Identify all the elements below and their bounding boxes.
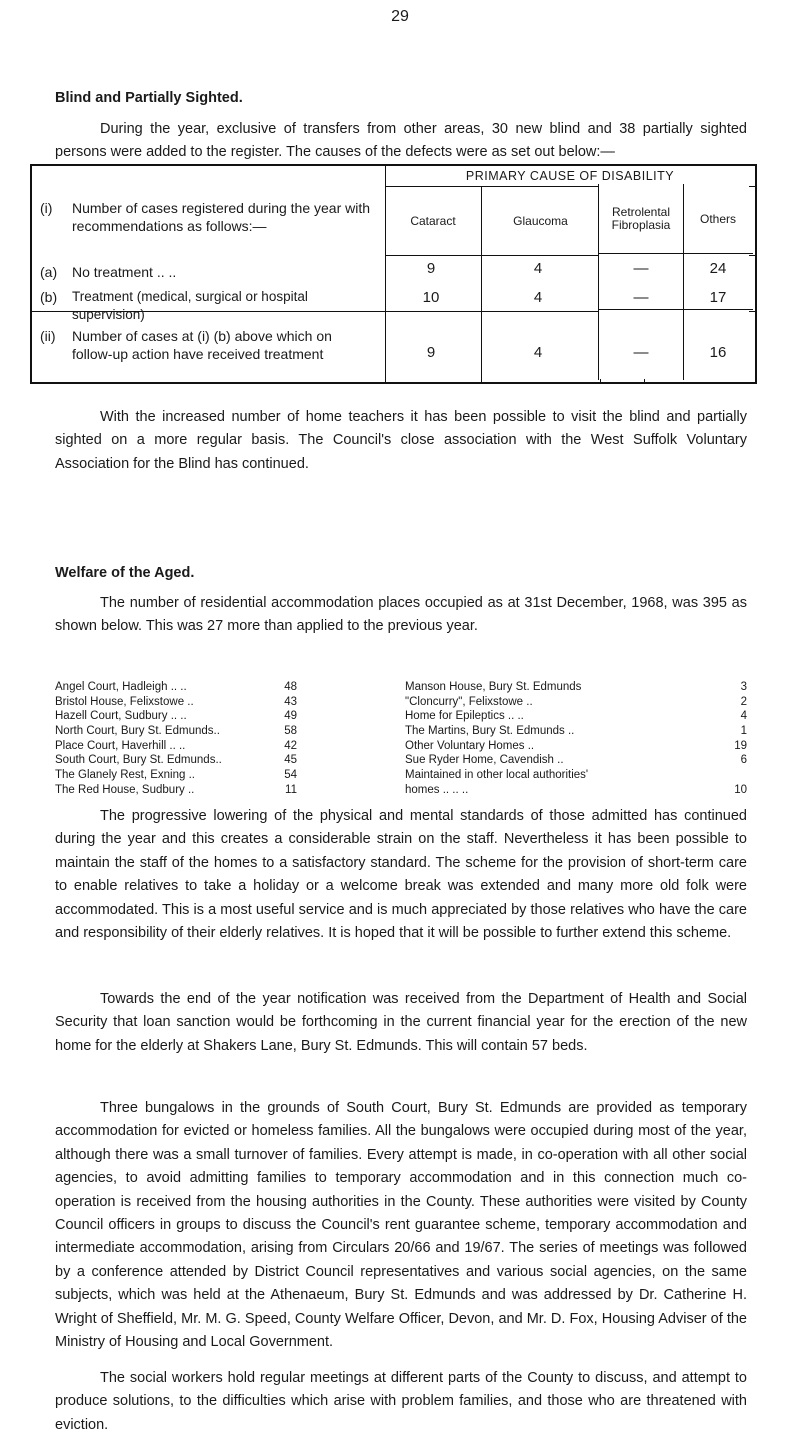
cell-b-cataract: 10 [422, 289, 440, 306]
homes-list-left [55, 680, 303, 798]
disability-columns [30, 164, 757, 384]
list-item: Hazell Court, Sudbury .. .. 49 [55, 710, 297, 723]
paragraph-bungalows: Three bungalows in the grounds of South Court, Bury St. Edmunds are provided as temporary accommodation for evicted or homeless families. All the bungalows were occupied during most of the year, although there was a small turnover of families. Every attempt is made, in co-operation with all other social agencies, to avoid admitting families to temporary accommodation and in this connection much co-operation is received from the housing authorities in the County. These authorities were visited by County Council officers in groups to discuss the Council's rent guarantee scheme, temporary accommodation and intermediate accommodation, arising from Circulars 20/66 and 19/67. The series of meetings was followed by a conference attended by District Council representatives and various social agencies, on the same subjects, which was held at the Athenaeum, Bury St. Edmunds and was addressed by Dr. Catherine H. Wright of Sheffield, Mr. M. G. Speed, County Welfare Officer, Devon, and Mr. D. Fox, Housing Adviser of the Ministry of Housing and Local Government. [55, 1100, 747, 1351]
cell-a-glaucoma: 4 [533, 260, 543, 277]
list-item: homes .. .. .. 10 [405, 783, 747, 796]
column-header-others: Others [699, 212, 736, 226]
list-item: Bristol House, Felixstowe .. 43 [55, 695, 297, 708]
column-header-cataract: Cataract [410, 214, 456, 228]
homes-list-right [405, 680, 747, 798]
list-item: Manson House, Bury St. Edmunds 3 [405, 681, 747, 693]
cell-ii-retrolental: — [633, 344, 649, 361]
cell-ii-cataract: 9 [426, 344, 436, 361]
list-item: Maintained in other local authorities' [405, 769, 589, 782]
blind-intro-paragraph: During the year, exclusive of transfers from other areas, 30 new blind and 38 partially sighted persons were added to the register. The causes of the defects were as set out below:— [55, 121, 747, 161]
list-item: The Glanely Rest, Exning .. 54 [55, 769, 297, 782]
list-item: The Red House, Sudbury .. 11 [55, 783, 297, 796]
cell-a-others: 24 [709, 260, 727, 277]
cell-b-others: 17 [709, 289, 727, 306]
row-ii-text: Number of cases at (i) (b) above which on follow-up action have received treatment [72, 328, 332, 362]
list-item: Home for Epileptics .. .. 4 [405, 710, 747, 723]
list-item: Other Voluntary Homes .. 19 [405, 739, 747, 752]
cell-a-cataract: 9 [426, 260, 436, 277]
group-header: PRIMARY CAUSE OF DISABILITY [465, 169, 675, 183]
section-heading-aged: Welfare of the Aged. [55, 565, 195, 581]
row-b-label: (b) [40, 289, 58, 305]
list-item: South Court, Bury St. Edmunds.. 45 [55, 754, 297, 767]
column-header-retrolental: Retrolental Fibroplasia [611, 205, 671, 232]
row-a-text: No treatment .. .. [72, 264, 177, 280]
section-heading-blind: Blind and Partially Sighted. [55, 90, 243, 106]
row-ii-label: (ii) [40, 328, 56, 344]
row-a-label: (a) [40, 264, 58, 280]
column-header-glaucoma: Glaucoma [513, 214, 568, 228]
list-item: Sue Ryder Home, Cavendish .. 6 [405, 754, 747, 767]
list-item: The Martins, Bury St. Edmunds .. 1 [405, 725, 747, 738]
cell-b-retrolental: — [633, 289, 649, 306]
paragraph-new-home: Towards the end of the year notification was received from the Department of Health and Social Security that loan sanction would be forthcoming in the current financial year for the erection of the new home for the elderly at Shakers Lane, Bury St. Edmunds. This will contain 57 beds. [55, 991, 747, 1054]
cell-b-glaucoma: 4 [533, 289, 543, 306]
list-item: Angel Court, Hadleigh .. .. 48 [55, 681, 297, 693]
cell-ii-others: 16 [709, 344, 727, 361]
row-i-label: (i) [40, 200, 53, 216]
cell-a-retrolental: — [633, 260, 649, 277]
cell-ii-glaucoma: 4 [533, 344, 543, 361]
row-i-text: Number of cases registered during the year with recommendations as follows:— [72, 200, 371, 234]
blind-followup-paragraph: With the increased number of home teachers it has been possible to visit the blind and partially sighted on a more regular basis. The Council's close association with the West Suffolk Voluntary Association for the Blind has continued. [55, 409, 747, 472]
row-b-text: Treatment (medical, surgical or hospital supervision) [72, 289, 308, 322]
paragraph-social-workers: The social workers hold regular meetings at different parts of the County to discuss, and attempt to produce solutions, to the difficulties which arise with problem families, and those who are threatened with eviction. [55, 1370, 747, 1433]
aged-intro-paragraph: The number of residential accommodation places occupied as at 31st December, 1968, was 395 as shown below. This was 27 more than applied to the previous year. [55, 595, 747, 635]
list-item: North Court, Bury St. Edmunds.. 58 [55, 725, 297, 738]
page-number: 29 [391, 8, 409, 25]
list-item: Place Court, Haverhill .. .. 42 [55, 739, 297, 752]
paragraph-standards: The progressive lowering of the physical and mental standards of those admitted has continued during the year and this creates a considerable strain on the staff. Nevertheless it has been possible to maintain the staff of the homes to a satisfactory standard. The scheme for the provision of short-term care to enable relatives to take a holiday or a welcome break was extended and many more old folk were accommodated. This is a most useful service and is much appreciated by those relatives who have the care and responsibility of their elderly relatives. It is hoped that it will be possible to further extend this scheme. [55, 808, 747, 942]
list-item: "Cloncurry", Felixstowe .. 2 [405, 695, 747, 708]
